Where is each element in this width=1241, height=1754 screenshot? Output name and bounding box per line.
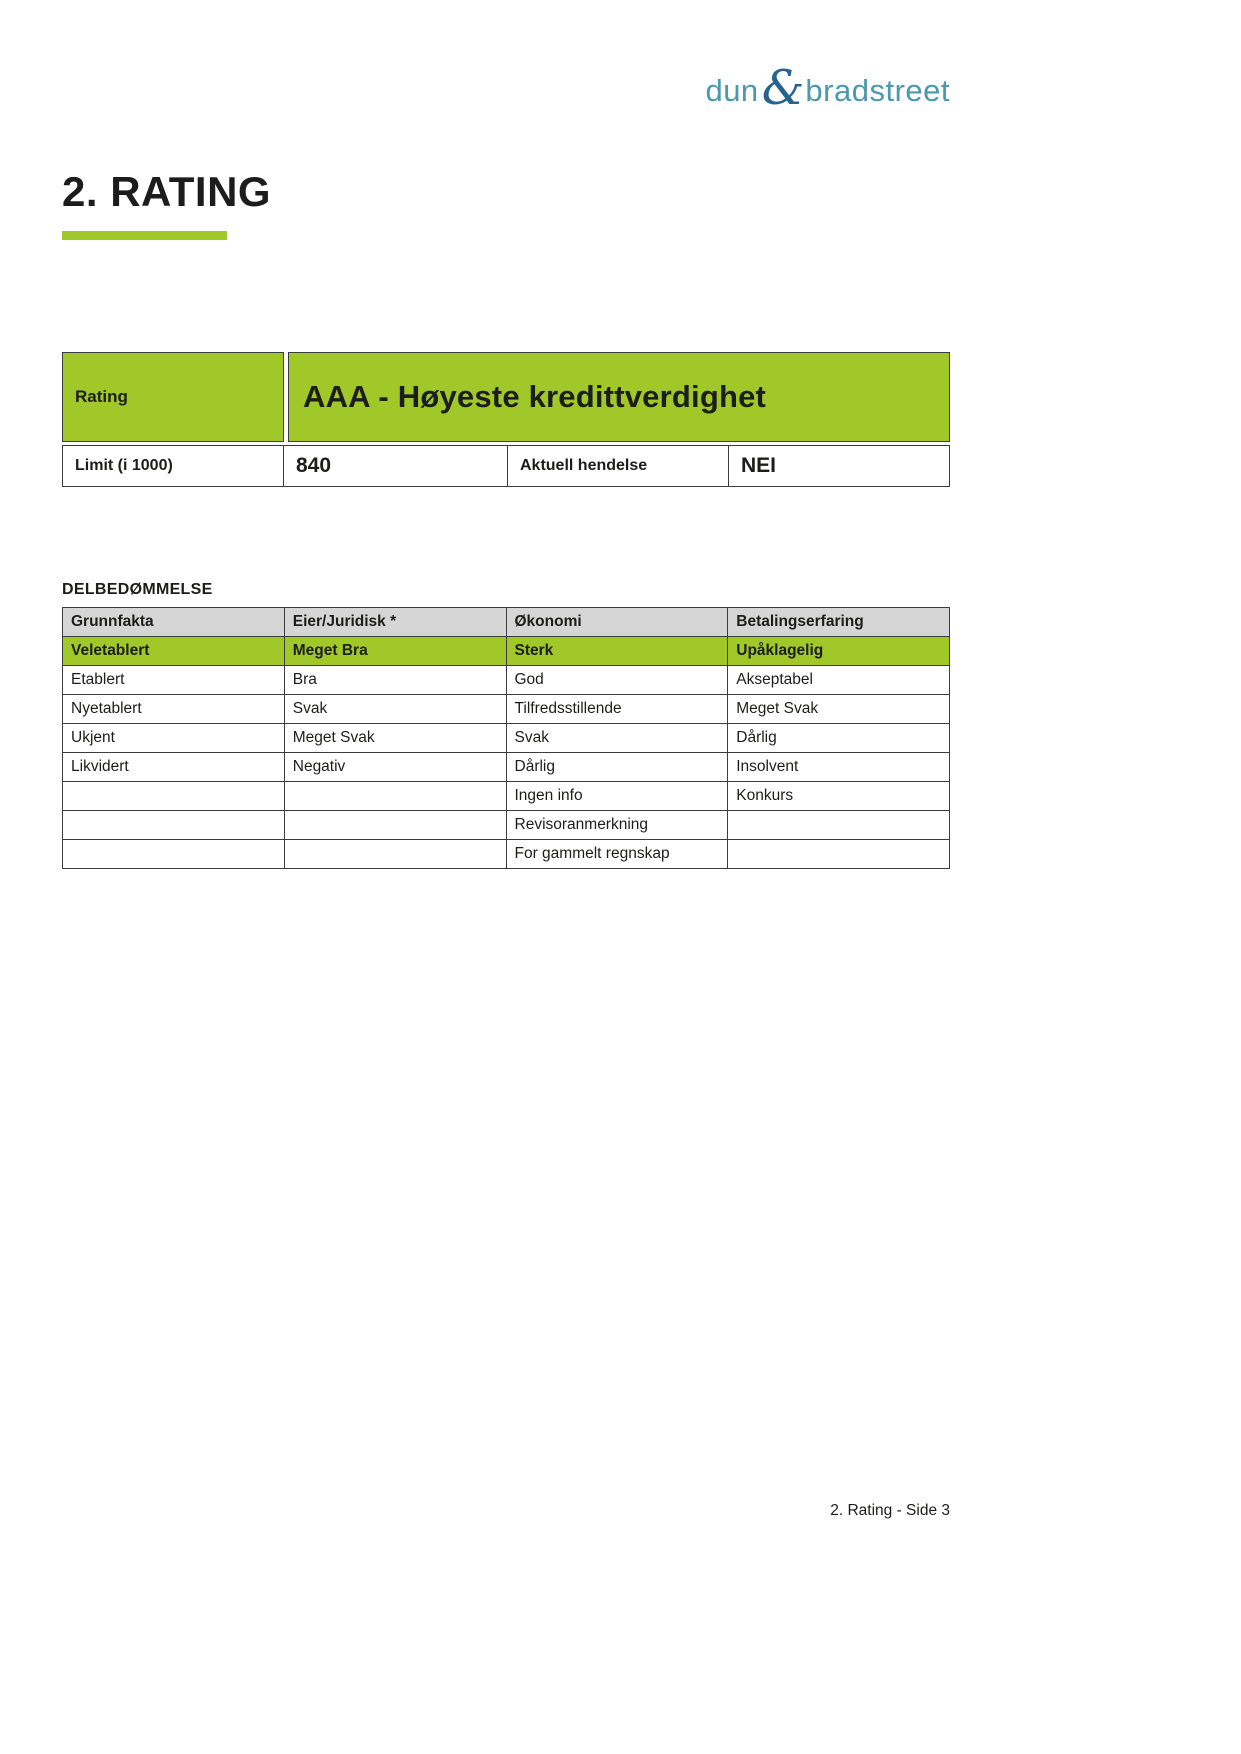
table-row [63, 782, 950, 811]
table-cell: Dårlig [728, 724, 950, 753]
event-value-cell [728, 445, 950, 487]
heading-accent-bar [62, 231, 227, 240]
table-cell [284, 840, 506, 869]
table-cell: Meget Svak [728, 695, 950, 724]
table-cell [63, 840, 285, 869]
table-cell: God [506, 666, 728, 695]
limit-row [62, 445, 950, 487]
delbedommelse-table [62, 607, 950, 869]
table-cell: Meget Svak [284, 724, 506, 753]
column-header-okonomi: Økonomi [506, 608, 728, 637]
page-title: 2. RATING [62, 168, 272, 215]
table-header-row [63, 608, 950, 637]
delbedommelse-title: DELBEDØMMELSE [62, 581, 213, 598]
table-cell: Svak [506, 724, 728, 753]
logo-text-dun: dun [705, 73, 759, 108]
dun-bradstreet-logo [705, 60, 950, 116]
limit-value-cell [283, 445, 508, 487]
column-header-grunnfakta: Grunnfakta [63, 608, 285, 637]
table-cell: Insolvent [728, 753, 950, 782]
table-cell: Upåklagelig [728, 637, 950, 666]
table-cell [63, 782, 285, 811]
table-cell: Veletablert [63, 637, 285, 666]
page-footer: 2. Rating - Side 3 [830, 1502, 950, 1519]
table-cell: Etablert [63, 666, 285, 695]
table-cell: Revisoranmerkning [506, 811, 728, 840]
table-cell: Dårlig [506, 753, 728, 782]
logo-text-bradstreet: bradstreet [805, 73, 950, 108]
event-value: NEI [741, 454, 777, 477]
table-cell: Sterk [506, 637, 728, 666]
column-header-eier-juridisk: Eier/Juridisk * [284, 608, 506, 637]
rating-summary-table [62, 352, 950, 487]
table-row [63, 695, 950, 724]
rating-row [62, 352, 950, 442]
table-cell [728, 840, 950, 869]
column-header-betalingserfaring: Betalingserfaring [728, 608, 950, 637]
limit-value: 840 [296, 454, 332, 477]
table-row [63, 753, 950, 782]
table-cell: Ukjent [63, 724, 285, 753]
limit-label: Limit (i 1000) [75, 457, 173, 474]
rating-value: AAA - Høyeste kredittverdighet [303, 379, 767, 414]
table-cell: For gammelt regnskap [506, 840, 728, 869]
table-cell: Svak [284, 695, 506, 724]
rating-label: Rating [75, 387, 128, 406]
table-row [63, 811, 950, 840]
table-cell: Ingen info [506, 782, 728, 811]
table-row [63, 666, 950, 695]
table-row [63, 840, 950, 869]
table-cell: Negativ [284, 753, 506, 782]
selected-rating-row [63, 637, 950, 666]
event-label-cell [507, 445, 729, 487]
table-cell: Akseptabel [728, 666, 950, 695]
table-cell: Meget Bra [284, 637, 506, 666]
ampersand-icon: & [761, 60, 805, 116]
delbedommelse-table-wrap [62, 607, 950, 869]
table-cell: Bra [284, 666, 506, 695]
table-cell [284, 811, 506, 840]
rating-label-cell [62, 352, 284, 442]
event-label: Aktuell hendelse [520, 457, 648, 474]
rating-value-cell [288, 352, 950, 442]
table-cell: Nyetablert [63, 695, 285, 724]
table-cell [284, 782, 506, 811]
limit-label-cell [62, 445, 284, 487]
table-cell [728, 811, 950, 840]
table-cell: Konkurs [728, 782, 950, 811]
table-cell [63, 811, 285, 840]
table-cell: Likvidert [63, 753, 285, 782]
table-row [63, 724, 950, 753]
table-cell: Tilfredsstillende [506, 695, 728, 724]
